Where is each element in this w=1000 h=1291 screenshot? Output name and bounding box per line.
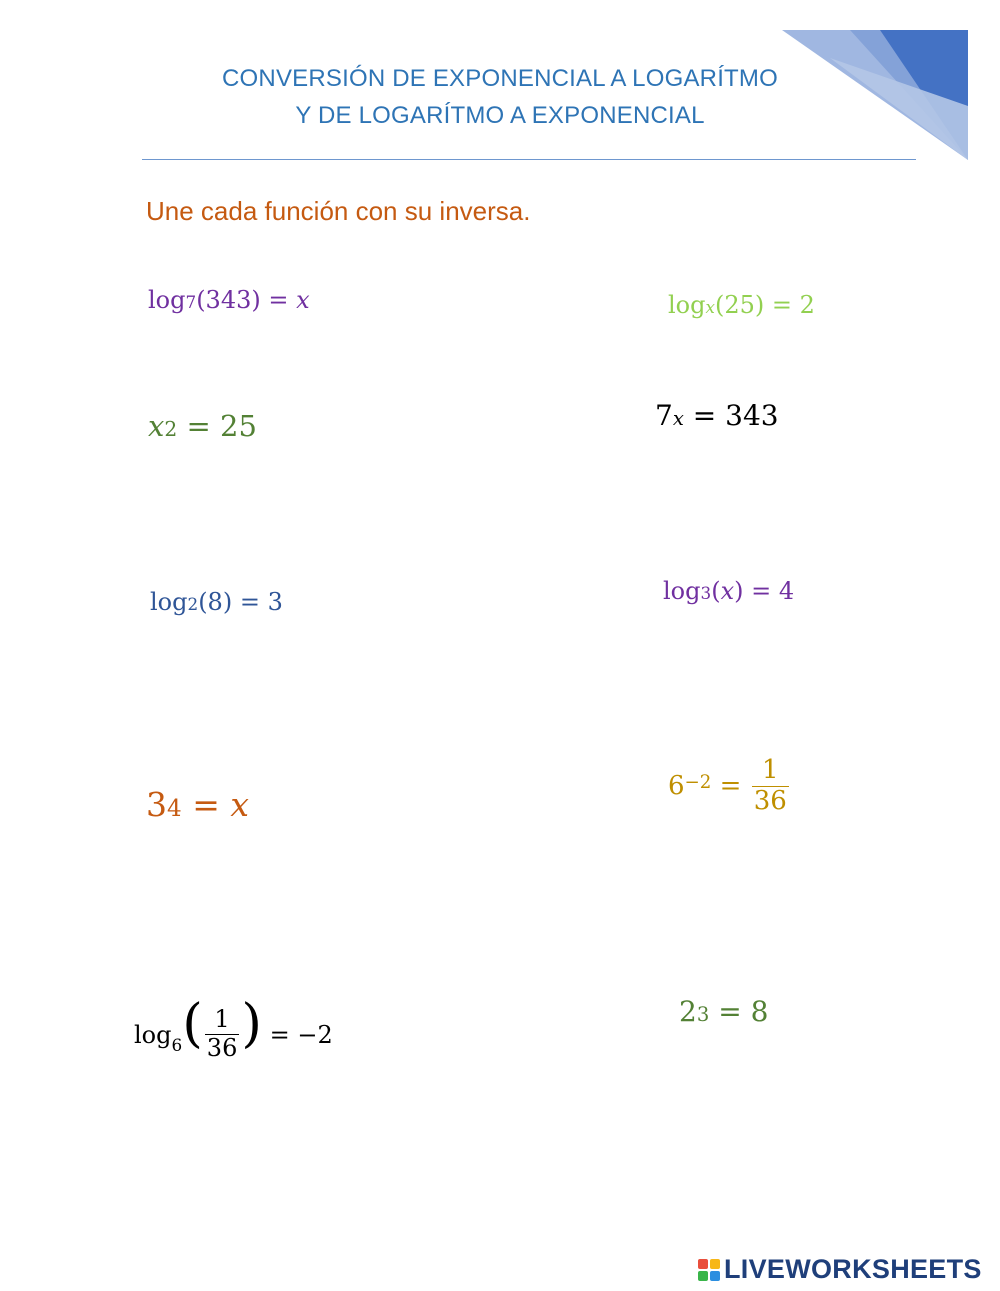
- title-line-2: Y DE LOGARÍTMO A EXPONENCIAL: [295, 102, 705, 129]
- equation-log2-8[interactable]: [150, 590, 283, 614]
- equals-sign: =: [711, 771, 750, 802]
- equation-rhs: 343: [725, 399, 779, 432]
- equals-sign: =: [709, 995, 751, 1028]
- equals-sign: =: [764, 291, 800, 319]
- equation-2-power-3[interactable]: [679, 995, 769, 1028]
- fraction-denominator: 36: [206, 1034, 238, 1062]
- power-exponent: 2: [164, 417, 178, 441]
- worksheet-title: [0, 60, 1000, 134]
- equals-sign: =: [177, 409, 221, 443]
- equation-log3-x[interactable]: [663, 579, 794, 603]
- equation-rhs: −2: [297, 1020, 333, 1049]
- log-base: 7: [185, 292, 197, 312]
- title-line-1: CONVERSIÓN DE EXPONENCIAL A LOGARÍTMO: [222, 65, 778, 92]
- equation-rhs: 25: [220, 409, 257, 443]
- log-function: log: [148, 286, 186, 314]
- logo-block-e: [710, 1271, 720, 1281]
- fraction-numerator: 1: [752, 756, 789, 787]
- power-base: x: [148, 409, 165, 443]
- power-base: 6: [668, 771, 685, 802]
- fraction: [205, 1006, 240, 1062]
- log-function: log: [134, 1020, 172, 1049]
- log-arg-open: (: [711, 577, 721, 605]
- equation-3-power-4[interactable]: [146, 785, 249, 824]
- equals-sign: =: [181, 785, 231, 824]
- power-exponent: 4: [167, 796, 182, 822]
- equation-rhs: 3: [267, 588, 283, 616]
- equals-sign: =: [232, 588, 268, 616]
- equation-7-power-x[interactable]: [655, 399, 779, 432]
- logo-block-l: [698, 1259, 708, 1269]
- equation-log7-343[interactable]: [148, 288, 310, 312]
- equals-sign: =: [683, 399, 726, 432]
- fraction-denominator: 36: [753, 785, 787, 816]
- log-base: 6: [171, 1035, 183, 1056]
- logo-block-v: [698, 1271, 708, 1281]
- log-function: log: [150, 588, 188, 616]
- power-exponent: 3: [696, 1003, 710, 1026]
- equals-sign: =: [260, 286, 297, 314]
- header-divider: [142, 159, 916, 160]
- log-base: 2: [187, 594, 199, 614]
- equation-rhs: x: [230, 785, 249, 824]
- log-arg-variable: x: [720, 577, 735, 605]
- right-paren: ): [241, 993, 262, 1054]
- power-base: 2: [679, 995, 697, 1028]
- equals-sign: =: [261, 1020, 298, 1049]
- logo-text: LIVEWORKSHEETS: [724, 1254, 982, 1284]
- equation-rhs: x: [296, 286, 310, 314]
- power-base: 7: [655, 399, 673, 432]
- logo-block-i: [710, 1259, 720, 1269]
- log-function: log: [668, 291, 706, 319]
- equation-x-squared[interactable]: [148, 409, 257, 443]
- log-function: log: [663, 577, 701, 605]
- log-argument: (343): [196, 286, 261, 314]
- power-exponent: x: [672, 407, 684, 430]
- log-base: 3: [700, 583, 712, 603]
- equation-rhs: 8: [750, 995, 769, 1028]
- log-argument: (25): [714, 291, 765, 319]
- liveworksheets-logo[interactable]: [698, 1254, 982, 1285]
- log-base: x: [705, 297, 715, 317]
- fraction-numerator: 1: [205, 1006, 240, 1035]
- equation-log6-fraction[interactable]: [134, 993, 333, 1063]
- equation-rhs: 2: [799, 291, 815, 319]
- equation-6-power-neg2[interactable]: [668, 756, 791, 817]
- left-paren: (: [182, 993, 203, 1054]
- fraction: [752, 756, 789, 817]
- equation-rhs: 4: [778, 577, 795, 605]
- log-arg-close: ): [734, 577, 744, 605]
- power-base: 3: [146, 785, 167, 824]
- equals-sign: =: [743, 577, 779, 605]
- power-exponent: −2: [684, 771, 712, 793]
- log-argument: (8): [198, 588, 233, 616]
- logo-blocks: [698, 1259, 720, 1281]
- instruction-text: Une cada función con su inversa.: [146, 196, 531, 226]
- equation-logx-25[interactable]: [668, 293, 815, 317]
